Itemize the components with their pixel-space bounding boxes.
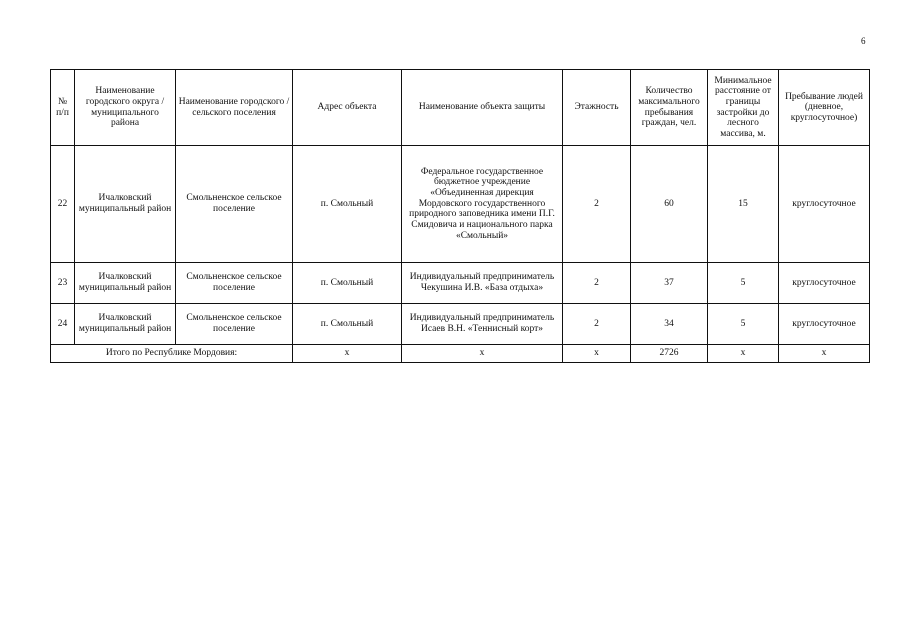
- total-address: х: [293, 345, 402, 363]
- cell-stay: круглосуточное: [779, 304, 870, 345]
- cell-address: п. Смольный: [293, 263, 402, 304]
- cell-address: п. Смольный: [293, 146, 402, 263]
- cell-address: п. Смольный: [293, 304, 402, 345]
- cell-settlement: Смольненское сельское поселение: [176, 304, 293, 345]
- cell-num: 23: [51, 263, 75, 304]
- cell-settlement: Смольненское сельское поселение: [176, 263, 293, 304]
- page-number: 6: [861, 36, 866, 46]
- table-row: [51, 263, 870, 304]
- header-num: № п/п: [51, 70, 75, 146]
- header-distance: Минимальное расстояние от границы застройки до лесного массива, м.: [708, 70, 779, 146]
- cell-district: Ичалковский муниципальный район: [75, 263, 176, 304]
- cell-capacity: 60: [631, 146, 708, 263]
- total-distance: х: [708, 345, 779, 363]
- total-stay: х: [779, 345, 870, 363]
- cell-num: 24: [51, 304, 75, 345]
- header-floors: Этажность: [563, 70, 631, 146]
- total-label: Итого по Республике Мордовия:: [51, 345, 293, 363]
- table-row: [51, 304, 870, 345]
- table-row: [51, 146, 870, 263]
- total-capacity: 2726: [631, 345, 708, 363]
- cell-distance: 5: [708, 304, 779, 345]
- header-settlement: Наименование городского / сельского поселения: [176, 70, 293, 146]
- cell-floors: 2: [563, 304, 631, 345]
- cell-distance: 15: [708, 146, 779, 263]
- cell-object: Индивидуальный предприниматель Чекушина И.В. «База отдыха»: [402, 263, 563, 304]
- cell-object: Индивидуальный предприниматель Исаев В.Н. «Теннисный корт»: [402, 304, 563, 345]
- table-header-row: [51, 70, 870, 146]
- cell-district: Ичалковский муниципальный район: [75, 304, 176, 345]
- cell-stay: круглосуточное: [779, 146, 870, 263]
- total-object: х: [402, 345, 563, 363]
- header-address: Адрес объекта: [293, 70, 402, 146]
- cell-distance: 5: [708, 263, 779, 304]
- cell-stay: круглосуточное: [779, 263, 870, 304]
- header-district: Наименование городского округа / муниципального района: [75, 70, 176, 146]
- total-floors: х: [563, 345, 631, 363]
- cell-settlement: Смольненское сельское поселение: [176, 146, 293, 263]
- header-stay: Пребывание людей (дневное, круглосуточное): [779, 70, 870, 146]
- cell-capacity: 34: [631, 304, 708, 345]
- total-row: [51, 345, 870, 363]
- objects-table: [50, 69, 870, 363]
- cell-floors: 2: [563, 263, 631, 304]
- cell-capacity: 37: [631, 263, 708, 304]
- cell-num: 22: [51, 146, 75, 263]
- cell-district: Ичалковский муниципальный район: [75, 146, 176, 263]
- cell-floors: 2: [563, 146, 631, 263]
- header-object: Наименование объекта защиты: [402, 70, 563, 146]
- cell-object: Федеральное государственное бюджетное учреждение «Объединенная дирекция Мордовского государственного природного заповедника имени П.Г. Смидовича и национального парка «Смольный»: [402, 146, 563, 263]
- header-capacity: Количество максимального пребывания граждан, чел.: [631, 70, 708, 146]
